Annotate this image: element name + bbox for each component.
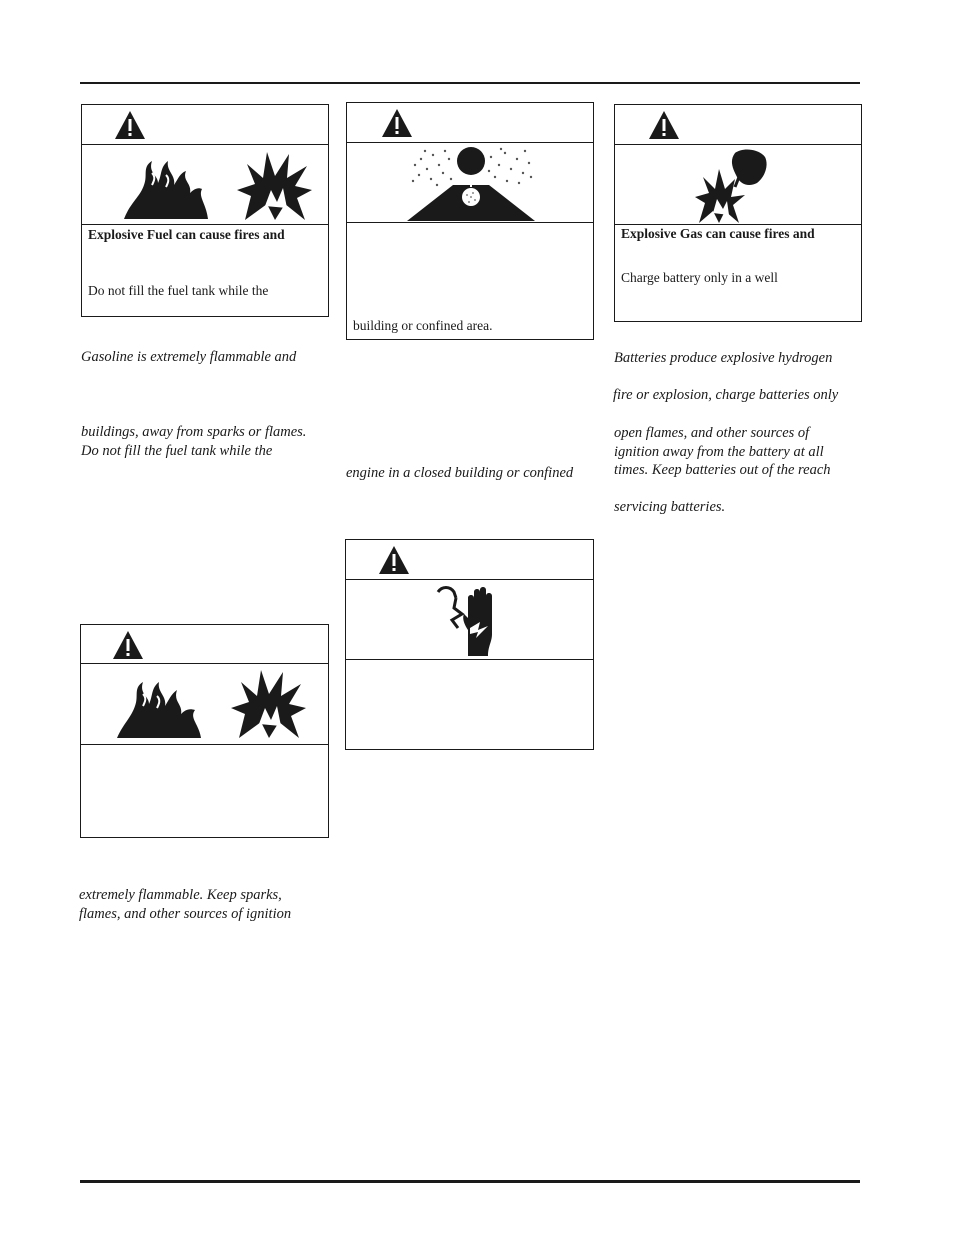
- body-text-col3-a: Batteries produce explosive hydrogen: [614, 350, 833, 366]
- hazard-pictogram: [81, 664, 328, 745]
- battery-warning-heading: Explosive Gas can cause fires and: [621, 226, 815, 241]
- body-text-col2-a: engine in a closed building or confined: [346, 465, 574, 481]
- fire-icon: [122, 153, 212, 221]
- battery-explosion-icon: [695, 147, 785, 225]
- warning-header: [82, 105, 328, 145]
- header-rule: [80, 82, 860, 84]
- hazard-pictogram: [347, 143, 593, 223]
- hazard-pictogram: [346, 580, 593, 660]
- battery-warning-box: [614, 104, 862, 322]
- footer-rule: [80, 1180, 860, 1183]
- body-text-col3-b: fire or explosion, charge batteries only: [613, 387, 839, 403]
- battery-warning-text: Charge battery only in a well: [621, 270, 778, 285]
- warning-header: [81, 625, 328, 664]
- exhaust-warning-box: [346, 102, 594, 340]
- warning-header: [346, 540, 593, 580]
- toxic-exhaust-icon: [405, 145, 537, 221]
- body-text-col1-c: extremely flammable. Keep sparks, flames, and other sources of ignition: [79, 887, 292, 922]
- body-text-col1-a: Gasoline is extremely flammable and: [81, 349, 297, 365]
- body-text-col1-b: buildings, away from sparks or flames. Do not fill the fuel tank while the: [81, 424, 307, 459]
- exhaust-warning-text: building or confined area.: [353, 318, 493, 333]
- shock-warning-box: [345, 539, 594, 750]
- explosion-icon: [231, 668, 306, 740]
- fuel-warning-text: Do not fill the fuel tank while the: [88, 283, 269, 298]
- warning-triangle-icon: [378, 545, 410, 575]
- warning-header: [615, 105, 861, 145]
- warning-triangle-icon: [381, 108, 413, 138]
- warning-triangle-icon: [648, 110, 680, 140]
- fire-icon: [115, 674, 205, 740]
- explosion-icon: [237, 150, 312, 222]
- warning-triangle-icon: [112, 630, 144, 660]
- fuel-system-warning-box: [80, 624, 329, 838]
- hazard-pictogram: [82, 145, 328, 225]
- warning-header: [347, 103, 593, 143]
- fuel-warning-box: [81, 104, 329, 317]
- electric-shock-icon: [434, 584, 506, 658]
- hazard-pictogram: [615, 145, 861, 225]
- fuel-warning-heading: Explosive Fuel can cause fires and: [88, 227, 285, 242]
- body-text-col3-c: open flames, and other sources of ignition away from the battery at all times. Keep batteries out of the reach: [614, 425, 831, 478]
- warning-triangle-icon: [114, 110, 146, 140]
- body-text-col3-d: servicing batteries.: [614, 499, 726, 515]
